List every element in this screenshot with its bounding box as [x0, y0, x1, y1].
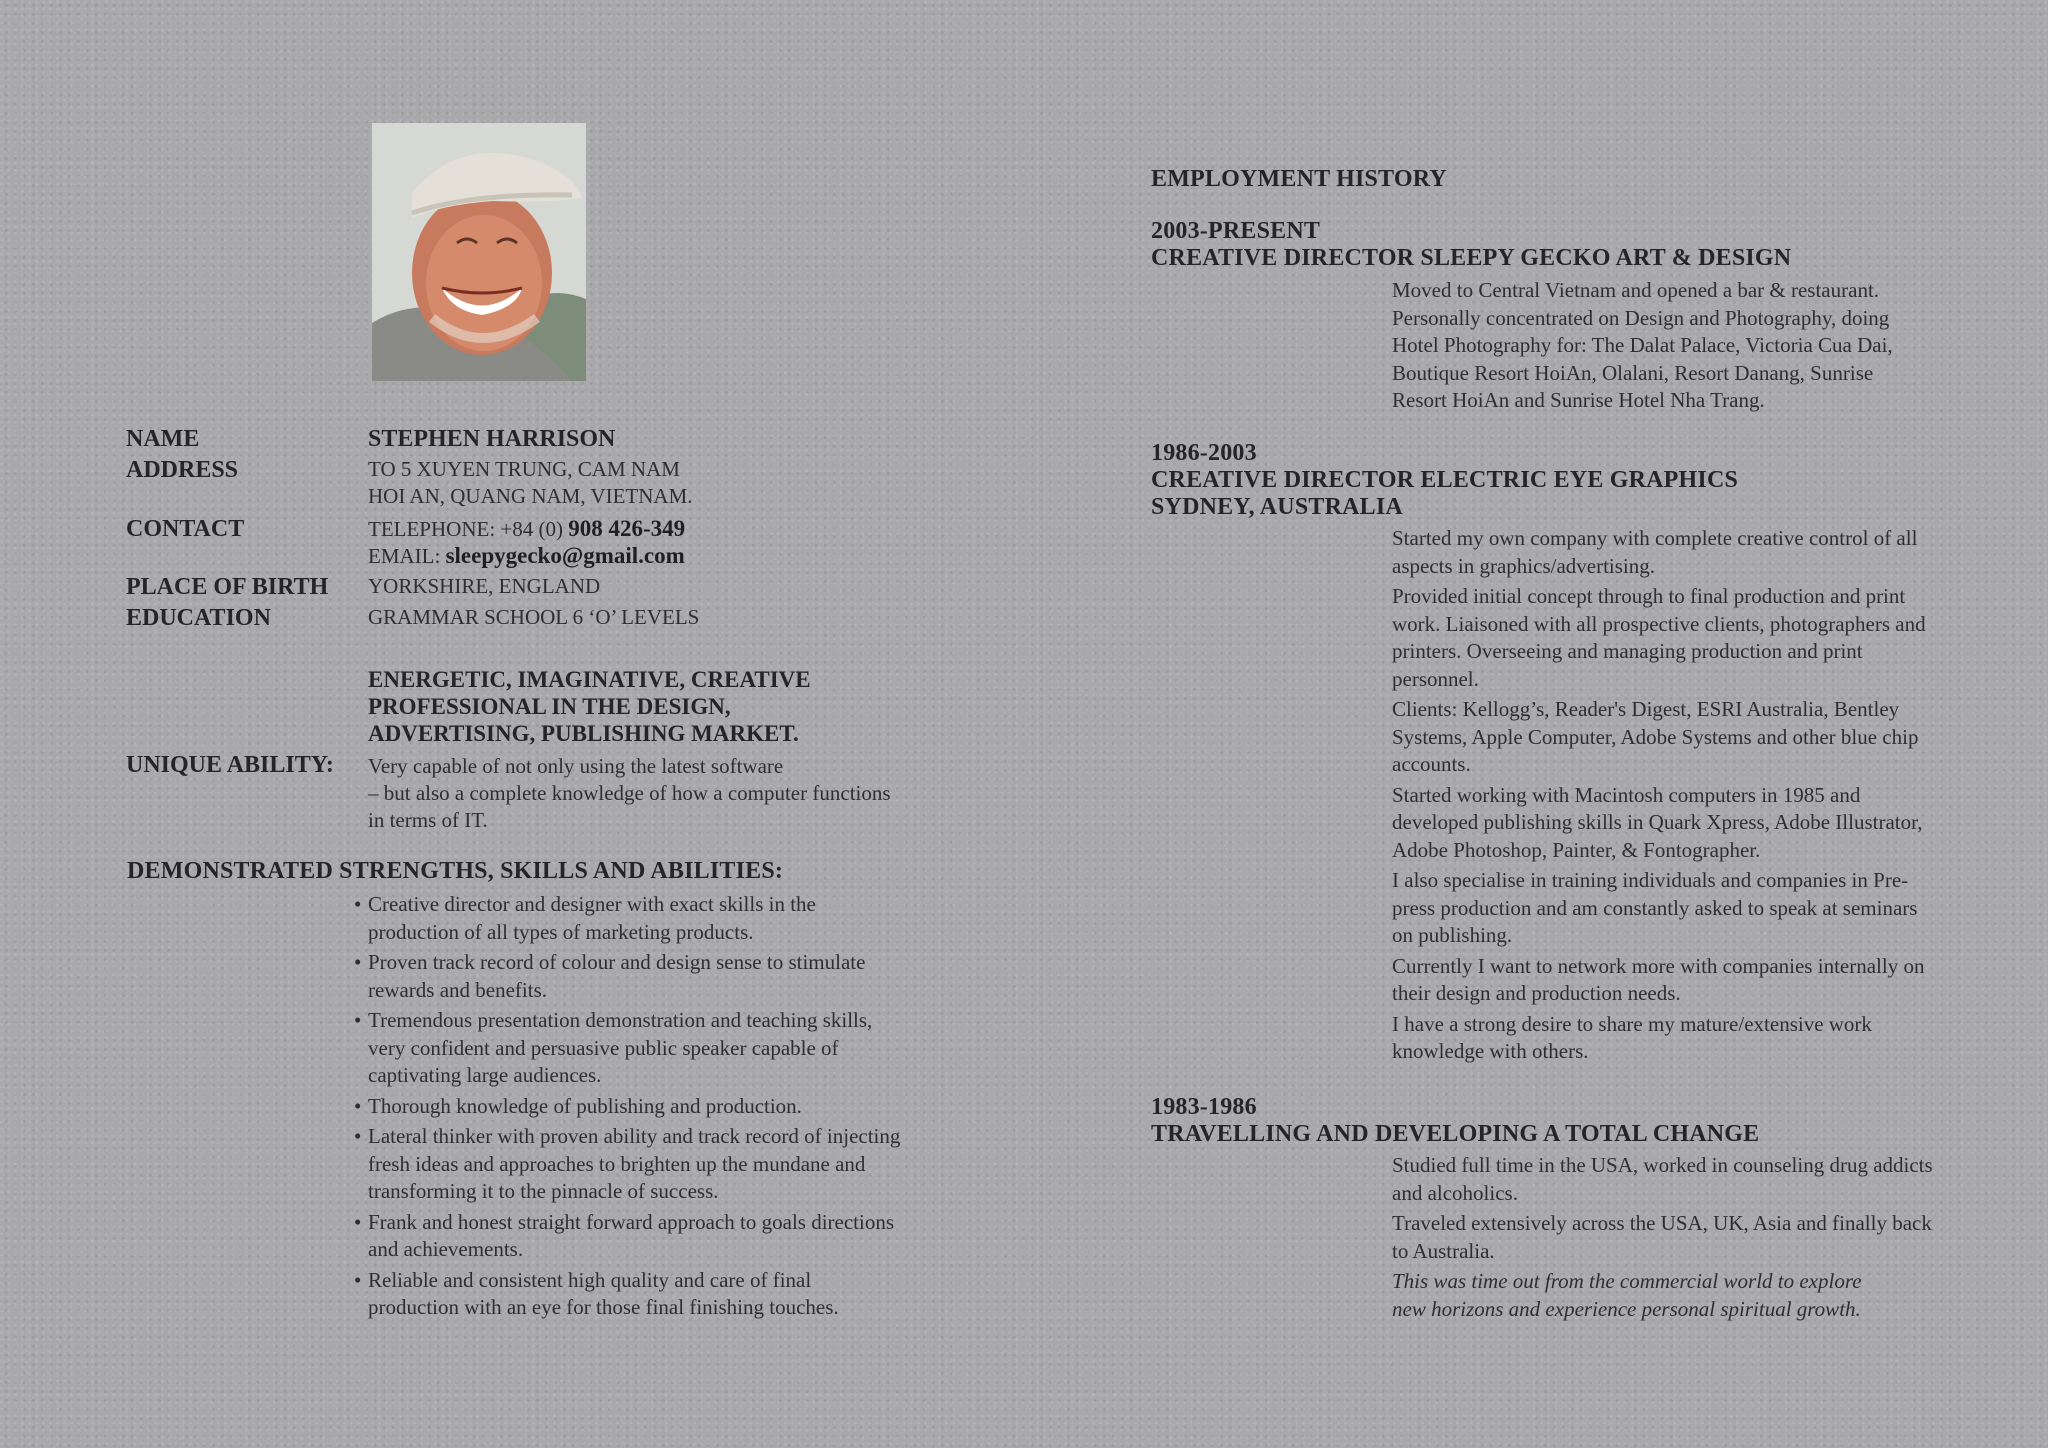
education-label: EDUCATION — [126, 605, 271, 631]
strengths-list — [352, 891, 912, 1325]
job-paragraph-line: printers. Overseeing and managing production and print — [1392, 639, 1863, 663]
strength-item — [352, 1093, 912, 1121]
strength-item-line: rewards and benefits. — [368, 977, 548, 1002]
job-paragraph-line: Systems, Apple Computer, Adobe Systems and other blue chip — [1392, 724, 1919, 749]
strength-item-line: fresh ideas and approaches to brighten up the mundane and — [368, 1151, 866, 1176]
job-paragraph-line: Adobe Photoshop, Painter, & Fontographer. — [1392, 837, 1761, 862]
bullet-icon: • — [354, 1124, 362, 1148]
education-value: GRAMMAR SCHOOL 6 ‘O’ LEVELS — [368, 605, 700, 629]
tagline-line-3: ADVERTISING, PUBLISHING MARKET. — [368, 721, 799, 746]
email-prefix: EMAIL: — [368, 544, 441, 568]
job-paragraph-line: Currently I want to network more with companies internally on — [1392, 953, 1925, 978]
job-paragraph — [1392, 867, 1992, 950]
strength-item — [352, 1007, 912, 1090]
address-line-2: HOI AN, QUANG NAM, VIETNAM. — [368, 484, 693, 508]
strength-item-line: production of all types of marketing products. — [368, 919, 754, 944]
job-paragraph-line: press production and am constantly asked to speak at seminars — [1392, 895, 1918, 920]
job-paragraph — [1392, 583, 1992, 693]
name-label: NAME — [126, 426, 200, 452]
strength-item-line: Creative director and designer with exact skills in the — [368, 892, 816, 916]
bullet-icon: • — [354, 1209, 362, 1234]
unique-ability-line-3: in terms of IT. — [368, 808, 488, 832]
job3-years: 1983-1986 — [1151, 1094, 1257, 1120]
bullet-icon: • — [354, 950, 362, 974]
strength-item — [352, 891, 912, 946]
unique-ability-label: UNIQUE ABILITY: — [126, 752, 334, 778]
job-paragraph — [1392, 1011, 1992, 1066]
strength-item — [352, 1267, 912, 1322]
telephone-line — [368, 516, 685, 542]
job3-description — [1392, 1152, 1992, 1326]
job-paragraph — [1392, 696, 1992, 779]
job-paragraph-line: and alcoholics. — [1392, 1180, 1518, 1205]
job-paragraph — [1392, 1210, 1992, 1265]
job2-years: 1986-2003 — [1151, 440, 1257, 466]
address-label: ADDRESS — [126, 457, 239, 483]
job-paragraph — [1392, 953, 1992, 1008]
job-paragraph-line: developed publishing skills in Quark Xpress, Adobe Illustrator, — [1392, 810, 1923, 834]
bullet-icon: • — [354, 1267, 362, 1292]
telephone-number: 908 426-349 — [568, 516, 686, 541]
job-paragraph-line: Provided initial concept through to final production and print — [1392, 584, 1906, 608]
strength-item-line: Proven track record of colour and design sense to stimulate — [368, 950, 866, 974]
job-paragraph-line: Started working with Macintosh computers in 1985 and — [1392, 782, 1861, 807]
job-paragraph-line: aspects in graphics/advertising. — [1392, 553, 1656, 578]
job1-title: CREATIVE DIRECTOR SLEEPY GECKO ART & DESIGN — [1151, 245, 1792, 271]
job-paragraph-line: Clients: Kellogg’s, Reader's Digest, ESRI Australia, Bentley — [1392, 697, 1900, 721]
employment-heading: EMPLOYMENT HISTORY — [1151, 166, 1447, 192]
job-paragraph-line: Moved to Central Vietnam and opened a bar & restaurant. — [1392, 278, 1880, 302]
job-paragraph-line: Studied full time in the USA, worked in counseling drug addicts — [1392, 1153, 1933, 1177]
job3-title: TRAVELLING AND DEVELOPING A TOTAL CHANGE — [1151, 1121, 1760, 1147]
tagline-line-2: PROFESSIONAL IN THE DESIGN, — [368, 694, 731, 719]
telephone-prefix: TELEPHONE: +84 (0) — [368, 517, 563, 541]
strength-item-line: Reliable and consistent high quality and care of final — [368, 1267, 812, 1292]
job-paragraph-line: knowledge with others. — [1392, 1039, 1589, 1063]
address-line-1: TO 5 XUYEN TRUNG, CAM NAM — [368, 457, 680, 481]
unique-ability-line-2: – but also a complete knowledge of how a computer functions — [368, 781, 891, 805]
job-paragraph-line: on publishing. — [1392, 923, 1513, 947]
job-paragraph — [1392, 277, 1992, 415]
job-paragraph-line: Traveled extensively across the USA, UK, Asia and finally back — [1392, 1211, 1932, 1235]
job2-description — [1392, 525, 1992, 1069]
job-paragraph-line: Hotel Photography for: The Dalat Palace, Victoria Cua Dai, — [1392, 333, 1893, 357]
portrait-photo — [372, 123, 586, 381]
job-paragraph-line: I also specialise in training individuals and companies in Pre- — [1392, 868, 1909, 892]
job-paragraph — [1392, 1152, 1992, 1207]
strength-item-line: Thorough knowledge of publishing and production. — [368, 1093, 802, 1118]
job-paragraph-line: Resort HoiAn and Sunrise Hotel Nha Trang. — [1392, 388, 1765, 412]
tagline-line-1: ENERGETIC, IMAGINATIVE, CREATIVE — [368, 667, 811, 692]
strength-item-line: captivating large audiences. — [368, 1063, 602, 1087]
strength-item — [352, 1209, 912, 1264]
birth-label: PLACE OF BIRTH — [126, 574, 329, 600]
job-paragraph-italic-line: This was time out from the commercial world to explore — [1392, 1269, 1862, 1293]
strengths-heading: DEMONSTRATED STRENGTHS, SKILLS AND ABILITIES: — [127, 858, 784, 884]
strength-item-line: and achievements. — [368, 1237, 524, 1261]
job1-description — [1392, 277, 1992, 418]
job2-title: CREATIVE DIRECTOR ELECTRIC EYE GRAPHICS — [1151, 467, 1739, 493]
job-paragraph-italic-line: new horizons and experience personal spiritual growth. — [1392, 1296, 1861, 1321]
email-address: sleepygecko@gmail.com — [445, 543, 685, 568]
strength-item-line: transforming it to the pinnacle of success. — [368, 1179, 719, 1203]
name-value: STEPHEN HARRISON — [368, 426, 616, 452]
job-paragraph-italic — [1392, 1268, 1992, 1323]
strength-item-line: Frank and honest straight forward approach to goals directions — [368, 1209, 895, 1234]
job-paragraph — [1392, 782, 1992, 865]
job-paragraph-line: personnel. — [1392, 666, 1479, 691]
job-paragraph-line: Boutique Resort HoiAn, Olalani, Resort Danang, Sunrise — [1392, 360, 1874, 385]
job-paragraph-line: I have a strong desire to share my mature/extensive work — [1392, 1011, 1872, 1036]
bullet-icon: • — [354, 1093, 362, 1118]
job2-location: SYDNEY, AUSTRALIA — [1151, 494, 1403, 520]
contact-label: CONTACT — [126, 516, 245, 542]
job-paragraph-line: Started my own company with complete creative control of all — [1392, 526, 1918, 550]
bullet-icon: • — [354, 892, 362, 916]
job-paragraph-line: work. Liaisoned with all prospective clients, photographers and — [1392, 611, 1926, 636]
job-paragraph-line: Personally concentrated on Design and Photography, doing — [1392, 305, 1890, 330]
strength-item-line: Lateral thinker with proven ability and track record of injecting — [368, 1124, 901, 1148]
job-paragraph-line: accounts. — [1392, 752, 1471, 776]
bullet-icon: • — [354, 1008, 362, 1032]
strength-item — [352, 949, 912, 1004]
job-paragraph-line: to Australia. — [1392, 1238, 1495, 1263]
job-paragraph — [1392, 525, 1992, 580]
unique-ability-line-1: Very capable of not only using the latest software — [368, 754, 784, 778]
birth-value: YORKSHIRE, ENGLAND — [368, 574, 601, 598]
job-paragraph-line: their design and production needs. — [1392, 981, 1681, 1005]
strength-item-line: Tremendous presentation demonstration and teaching skills, — [368, 1008, 873, 1032]
strength-item-line: production with an eye for those final finishing touches. — [368, 1295, 839, 1319]
strength-item — [352, 1123, 912, 1206]
strength-item-line: very confident and persuasive public speaker capable of — [368, 1035, 839, 1060]
email-line — [368, 543, 685, 569]
job1-years: 2003-PRESENT — [1151, 218, 1321, 244]
